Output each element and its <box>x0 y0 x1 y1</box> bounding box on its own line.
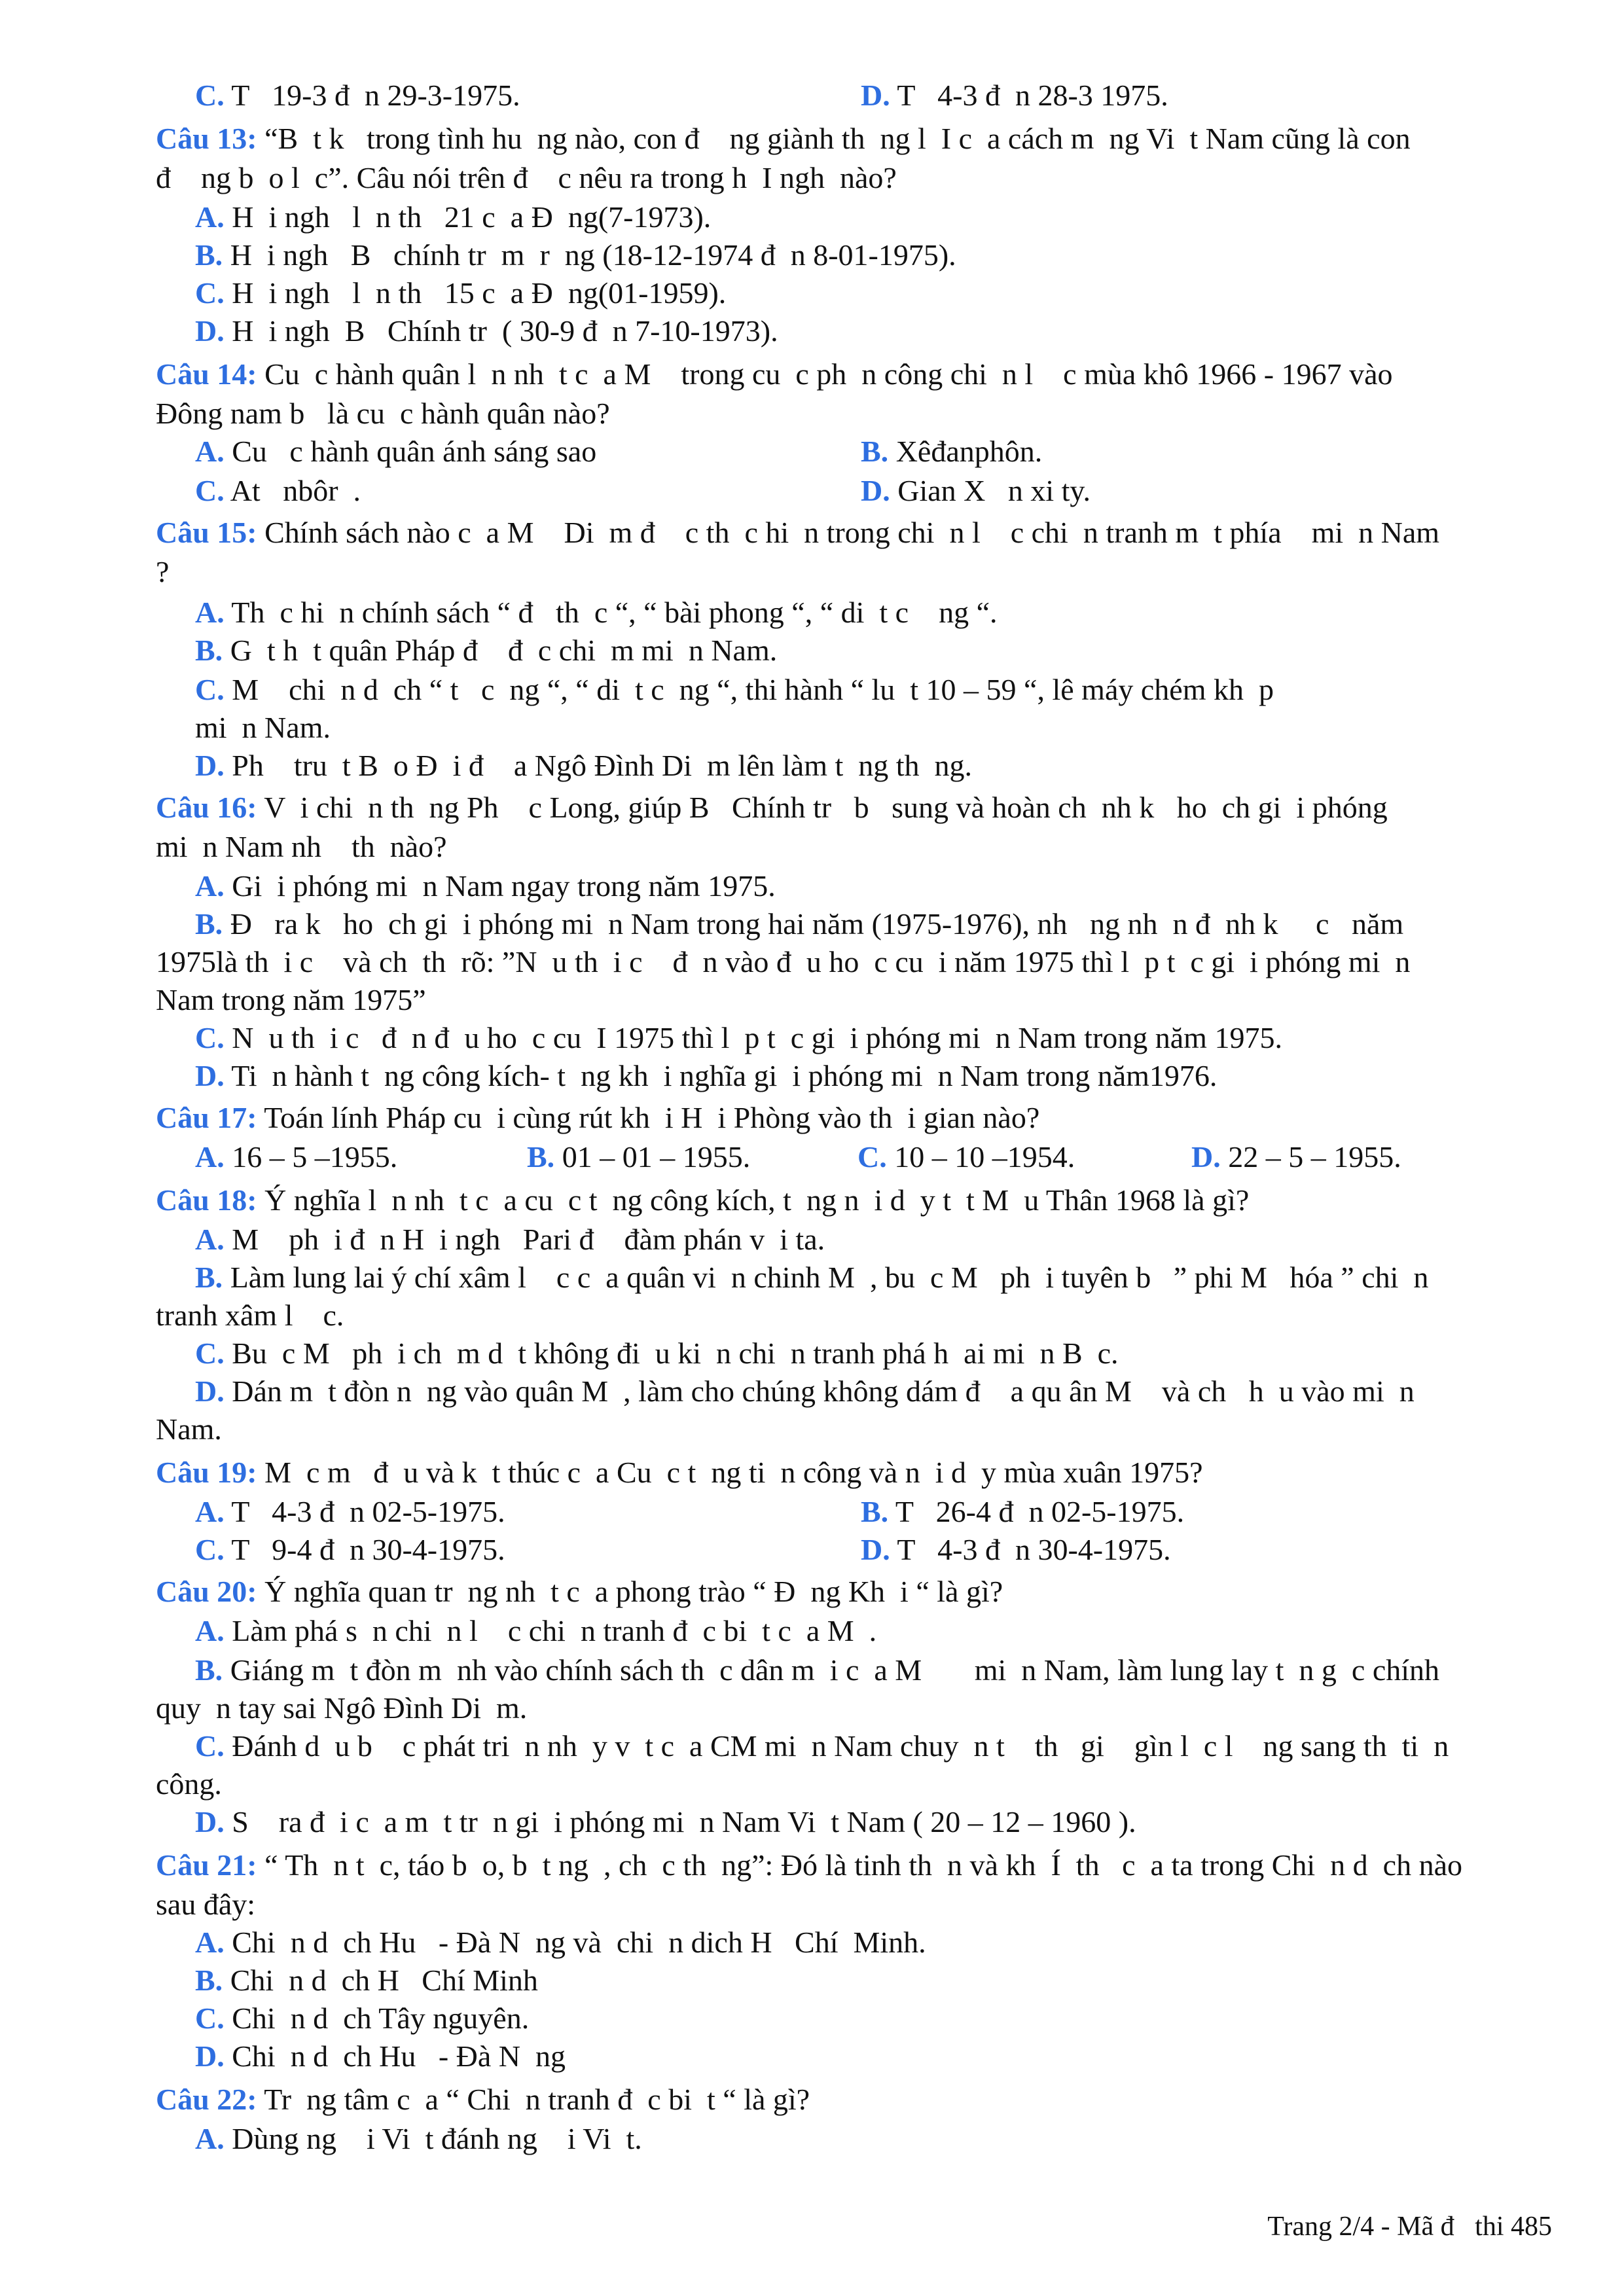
q22-option-a: A. Dùng ng i Vi t đánh ng i Vi t. <box>195 2122 642 2155</box>
question-19: Câu 19: M c m đ u và k t thúc c a Cu c t ng ti n công và n i d y mùa xuân 1975? <box>156 1456 1203 1489</box>
q18-option-d: D. Dán m t đòn n ng vào quân M , làm cho chúng không dám đ a qu ân M và ch h u vào mi n <box>195 1374 1415 1408</box>
q17-option-a: A. 16 – 5 –1955. <box>195 1140 398 1174</box>
question-14-cont: Đông nam b là cu c hành quân nào? <box>156 397 610 430</box>
q16-option-b: B. Đ ra k ho ch gi i phóng mi n Nam trong hai năm (1975-1976), nh ng nh n đ nh k c năm <box>195 907 1404 941</box>
question-22: Câu 22: Tr ng tâm c a “ Chi n tranh đ c bi t “ là gì? <box>156 2083 810 2116</box>
q18-option-b: B. Làm lung lai ý chí xâm l c c a quân vi n chinh M , bu c M ph i tuyên b ” phi M hóa ” chi n <box>195 1261 1429 1294</box>
question-16: Câu 16: V i chi n th ng Ph c Long, giúp B Chính tr b sung và hoàn ch nh k ho ch gi i phóng <box>156 791 1388 824</box>
q20-option-d: D. S ra đ i c a m t tr n gi i phóng mi n Nam Vi t Nam ( 20 – 12 – 1960 ). <box>195 1805 1136 1839</box>
question-15: Câu 15: Chính sách nào c a M Di m đ c th c hi n trong chi n l c chi n tranh m t phía mi n Nam <box>156 516 1440 549</box>
question-15-cont: ? <box>156 555 170 588</box>
question-13: Câu 13: “B t k trong tình hu ng nào, con đ ng giành th ng l I c a cách m ng Vi t Nam cũng là con <box>156 122 1411 155</box>
q13-option-d: D. H i ngh B Chính tr ( 30-9 đ n 7-10-1973). <box>195 314 778 348</box>
q19-option-a: A. T 4-3 đ n 02-5-1975. <box>195 1495 505 1528</box>
q13-option-b: B. H i ngh B chính tr m r ng (18-12-1974 đ n 8-01-1975). <box>195 238 956 272</box>
q17-option-c: C. 10 – 10 –1954. <box>857 1140 1075 1174</box>
q14-option-d: D. Gian X n xi ty. <box>861 474 1091 507</box>
q14-option-a: A. Cu c hành quân ánh sáng sao <box>195 435 597 468</box>
q16-option-d: D. Ti n hành t ng công kích- t ng kh i nghĩa gi i phóng mi n Nam trong năm1976. <box>195 1059 1218 1092</box>
question-21-cont: sau đây: <box>156 1888 256 1921</box>
question-17: Câu 17: Toán lính Pháp cu i cùng rút kh i H i Phòng vào th i gian nào? <box>156 1101 1040 1134</box>
q18-option-b-cont: tranh xâm l c. <box>156 1299 344 1332</box>
question-14: Câu 14: Cu c hành quân l n nh t c a M trong cu c ph n công chi n l c mùa khô 1966 - 1967 vào <box>156 357 1393 391</box>
page-footer: Trang 2/4 - Mã đ thi 485 <box>1267 2212 1552 2242</box>
q15-option-c-cont: mi n Nam. <box>195 711 331 744</box>
q16-option-a: A. Gi i phóng mi n Nam ngay trong năm 1975. <box>195 869 776 903</box>
q16-option-b-cont-1: 1975là th i c và ch th rõ: ”N u th i c đ n vào đ u ho c cu i năm 1975 thì l p t c gi i phóng mi n <box>156 945 1411 978</box>
option-c: C. T 19-3 đ n 29-3-1975. <box>195 79 520 112</box>
q20-option-c-cont: công. <box>156 1767 222 1801</box>
q15-option-d: D. Ph tru t B o Đ i đ a Ngô Đình Di m lên làm t ng th ng. <box>195 749 973 782</box>
q20-option-b-cont: quy n tay sai Ngô Đình Di m. <box>156 1691 528 1725</box>
q15-option-c: C. M chi n d ch “ t c ng “, “ di t c ng “, thi hành “ lu t 10 – 59 “, lê máy chém kh p <box>195 673 1274 706</box>
q20-option-b: B. Giáng m t đòn m nh vào chính sách th c dân m i c a M mi n Nam, làm lung lay t n g c chính <box>195 1653 1440 1687</box>
q15-option-a: A. Th c hi n chính sách “ đ th c “, “ bài phong “, “ di t c ng “. <box>195 596 998 629</box>
q20-option-c: C. Đánh d u b c phát tri n nh y v t c a CM mi n Nam chuy n t th gi gìn l c l ng sang th ti n <box>195 1729 1449 1763</box>
q18-option-c: C. Bu c M ph i ch m d t không đi u ki n chi n tranh phá h ai mi n B c. <box>195 1336 1119 1370</box>
q21-option-c: C. Chi n d ch Tây nguyên. <box>195 2001 530 2035</box>
question-13-cont: đ ng b o l c”. Câu nói trên đ c nêu ra trong h I ngh nào? <box>156 161 897 194</box>
q19-option-c: C. T 9-4 đ n 30-4-1975. <box>195 1533 505 1566</box>
q18-option-d-cont: Nam. <box>156 1412 222 1446</box>
question-18: Câu 18: Ý nghĩa l n nh t c a cu c t ng công kích, t ng n i d y t t M u Thân 1968 là gì? <box>156 1183 1250 1217</box>
q21-option-b: B. Chi n d ch H Chí Minh <box>195 1964 538 1997</box>
q14-option-c: C. At nbôr . <box>195 474 361 507</box>
q16-option-b-cont-2: Nam trong năm 1975” <box>156 983 426 1016</box>
q17-option-b: B. 01 – 01 – 1955. <box>527 1140 751 1174</box>
question-20: Câu 20: Ý nghĩa quan tr ng nh t c a phong trào “ Đ ng Kh i “ là gì? <box>156 1575 1003 1608</box>
q13-option-c: C. H i ngh l n th 15 c a Đ ng(01-1959). <box>195 276 727 310</box>
q20-option-a: A. Làm phá s n chi n l c chi n tranh đ c bi t c a M . <box>195 1614 877 1647</box>
option-d: D. T 4-3 đ n 28-3 1975. <box>861 79 1168 112</box>
q15-option-b: B. G t h t quân Pháp đ đ c chi m mi n Nam. <box>195 634 778 667</box>
question-21: Câu 21: “ Th n t c, táo b o, b t ng , ch c th ng”: Đó là tinh th n và kh Í th c a ta trong Chi n d ch nào <box>156 1848 1462 1882</box>
q21-option-a: A. Chi n d ch Hu - Đà N ng và chi n dich H Chí Minh. <box>195 1926 926 1959</box>
q19-option-d: D. T 4-3 đ n 30-4-1975. <box>861 1533 1171 1566</box>
q21-option-d: D. Chi n d ch Hu - Đà N ng <box>195 2039 566 2073</box>
question-16-cont: mi n Nam nh th nào? <box>156 830 447 863</box>
q14-option-b: B. Xêđanphôn. <box>861 435 1043 468</box>
q16-option-c: C. N u th i c đ n đ u ho c cu I 1975 thì l p t c gi i phóng mi n Nam trong năm 1975. <box>195 1021 1282 1054</box>
q18-option-a: A. M ph i đ n H i ngh Pari đ đàm phán v i ta. <box>195 1223 825 1256</box>
q19-option-b: B. T 26-4 đ n 02-5-1975. <box>861 1495 1185 1528</box>
q17-option-d: D. 22 – 5 – 1955. <box>1191 1140 1401 1174</box>
q13-option-a: A. H i ngh l n th 21 c a Đ ng(7-1973). <box>195 200 712 234</box>
